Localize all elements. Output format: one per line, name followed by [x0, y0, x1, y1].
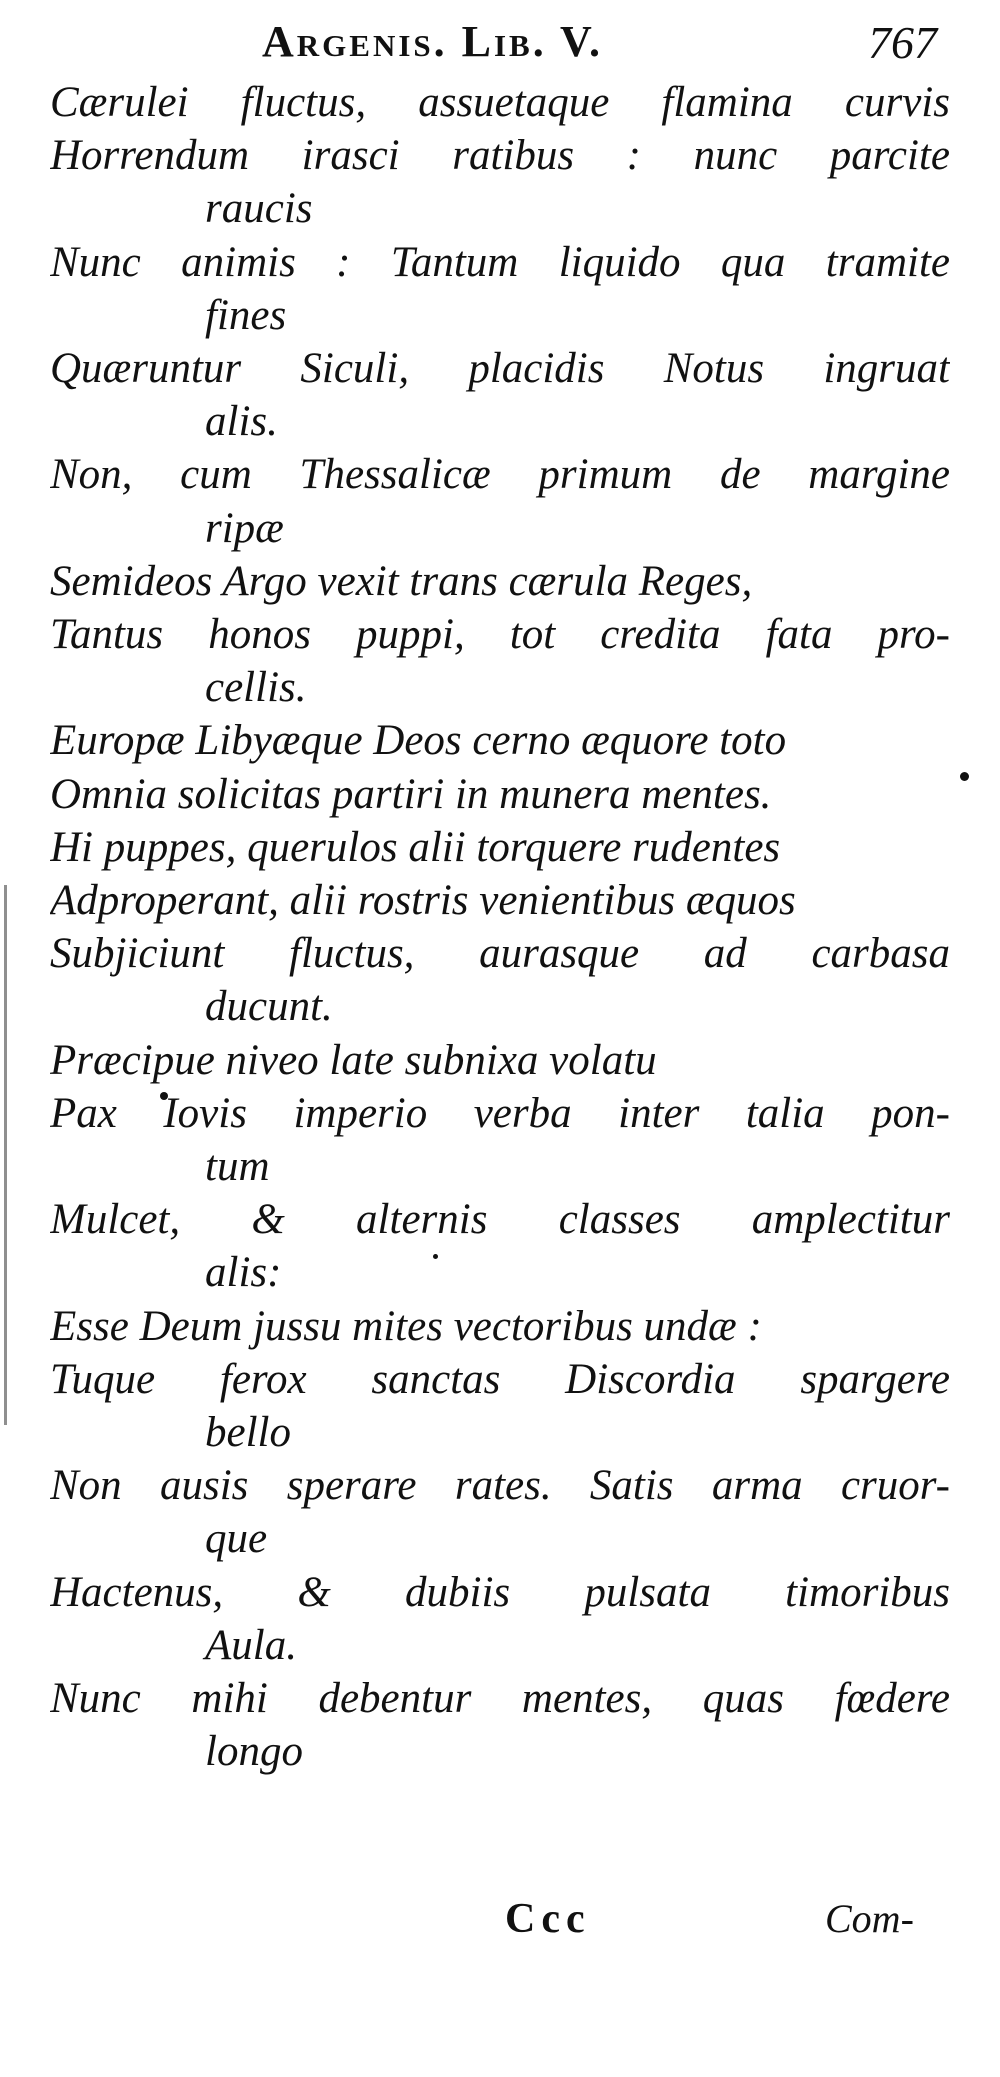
verse-line-continuation: fines: [205, 291, 287, 339]
verse-line: Nunc mihi debentur mentes, quas fœdere: [50, 1675, 950, 1723]
verse-line: Tantus honos puppi, tot credita fata pro-: [50, 611, 950, 659]
verse-line: Pax Iovis imperio verba inter talia pon-: [50, 1089, 950, 1137]
signature-mark: Ccc: [505, 1896, 591, 1942]
verse-line: Omnia solicitas partiri in munera mentes.: [50, 770, 772, 818]
verse-line: Hactenus, & dubiis pulsata timoribus: [50, 1568, 950, 1616]
verse-line-continuation: Aula.: [205, 1621, 297, 1669]
verse-line-continuation: que: [205, 1515, 268, 1563]
running-title: Argenis. Lib. V.: [262, 17, 604, 66]
verse-line: Mulcet, & alternis classes amplectitur: [50, 1196, 950, 1244]
verse-line-continuation: alis.: [205, 398, 278, 446]
verse-line-continuation: bello: [205, 1409, 291, 1457]
verse-line: Semideos Argo vexit trans cærula Reges,: [50, 557, 753, 605]
verse-line: Esse Deum jussu mites vectoribus undæ :: [50, 1302, 762, 1350]
verse-line: Nunc animis : Tantum liquido qua tramite: [50, 238, 950, 286]
verse-line: Adproperant, alii rostris venientibus æquos: [50, 877, 796, 925]
verse-line: Non ausis sperare rates. Satis arma cruor-: [50, 1462, 950, 1510]
verse-line-continuation: tum: [205, 1143, 270, 1191]
verse-text: [50, 76, 970, 1779]
verse-line: Subjiciunt fluctus, aurasque ad carbasa: [50, 930, 950, 978]
verse-line-continuation: alis:: [205, 1249, 282, 1297]
verse-line-continuation: ripæ: [205, 504, 284, 552]
verse-line: Non, cum Thessalicæ primum de margine: [50, 451, 950, 499]
margin-rule: [4, 885, 7, 1425]
page-number: 767: [868, 17, 937, 68]
verse-line: Europæ Libyæque Deos cerno æquore toto: [50, 717, 787, 765]
page-footer: [0, 1895, 1000, 1955]
verse-line-continuation: cellis.: [205, 664, 307, 712]
verse-line: Horrendum irasci ratibus : nunc parcite: [50, 132, 950, 180]
verse-line: Præcipue niveo late subnixa volatu: [50, 1036, 657, 1084]
page-header: [0, 12, 1000, 72]
verse-line-continuation: longo: [205, 1728, 303, 1776]
verse-line: Cærulei fluctus, assuetaque flamina curvis: [50, 79, 950, 126]
verse-line: Hi puppes, querulos alii torquere rudentes: [50, 823, 781, 871]
verse-line-continuation: ducunt.: [205, 983, 333, 1031]
verse-line-continuation: raucis: [205, 185, 313, 233]
catchword: Com-: [825, 1896, 914, 1941]
verse-line: Tuque ferox sanctas Discordia spargere: [50, 1355, 950, 1403]
verse-line: Quæruntur Siculi, placidis Notus ingruat: [50, 345, 950, 393]
